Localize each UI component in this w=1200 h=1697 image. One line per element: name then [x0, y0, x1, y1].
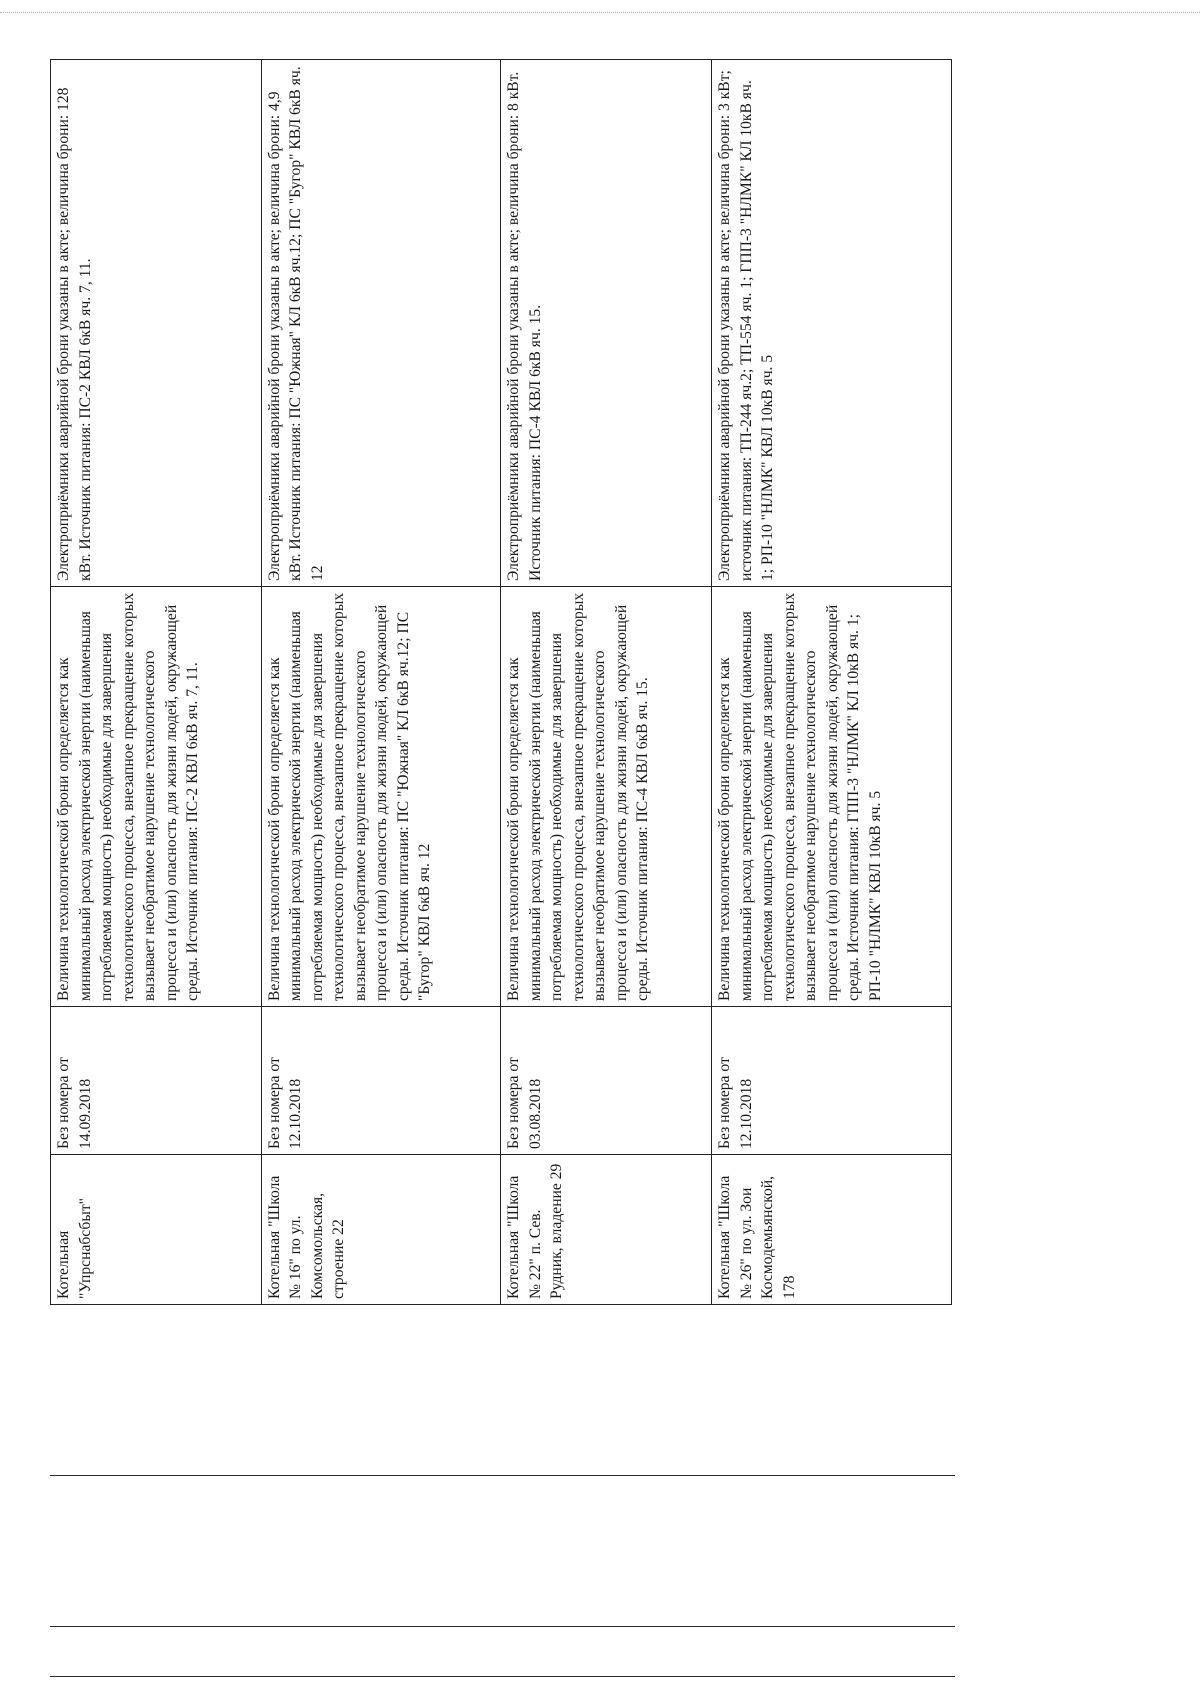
scan-edge-line [0, 12, 1200, 13]
emergency-reserve-cell: Электроприёмники аварийной брони указаны в акте; величина брони: 128 кВт. Источник питания: ПС-2 КВЛ 6кВ яч. 7, 11. [51, 60, 262, 587]
table-row [51, 60, 262, 1305]
act-reference-cell: Без номера от 12.10.2018 [712, 1007, 952, 1155]
table-row [261, 60, 501, 1305]
act-reference-cell: Без номера от 12.10.2018 [261, 1007, 501, 1155]
technological-reserve-cell: Величина технологической брони определяется как минимальный расход электрической энергии (наименьшая потребляемая мощность) необходимые для завершения технологического процесса, внезапное прекращение которых вызывает необратимое нарушение технологического процесса и (или) опасность для жизни людей, окружающей среды. Источник питания: ПС-2 КВЛ 6кВ яч. 7, 11. [51, 587, 262, 1007]
emergency-reserve-cell: Электроприёмники аварийной брони указаны в акте; величина брони: 3 кВт; источник питания: ТП-244 яч.2; ТП-554 яч. 1; ГПП-3 "НЛМК" КЛ 10кВ яч. 1; РП-10 "НЛМК" КВЛ 10кВ яч. 5 [712, 60, 952, 587]
boiler-name-cell: Котельная "Школа № 26" по ул. Зои Космодемьянской, 178 [712, 1155, 952, 1305]
table-row [712, 60, 952, 1305]
rotated-page-content [50, 60, 952, 1305]
technological-reserve-cell: Величина технологической брони определяется как минимальный расход электрической энергии (наименьшая потребляемая мощность) необходимые для завершения технологического процесса, внезапное прекращение которых вызывает необратимое нарушение технологического процесса и (или) опасность для жизни людей, окружающей среды. Источник питания: ПС "Южная" КЛ 6кВ яч.12; ПС "Бугор" КВЛ 6кВ яч. 12 [261, 587, 501, 1007]
table-row [501, 60, 712, 1305]
boiler-name-cell: Котельная "Школа № 16" по ул. Комсомольская, строение 22 [261, 1155, 501, 1305]
boiler-name-cell: Котельная "Школа № 22" п. Сев. Рудник, владение 29 [501, 1155, 712, 1305]
emergency-reserve-cell: Электроприёмники аварийной брони указаны в акте; величина брони: 8 кВт. Источник питания: ПС-4 КВЛ 6кВ яч. 15. [501, 60, 712, 587]
act-reference-cell: Без номера от 14.09.2018 [51, 1007, 262, 1155]
emergency-reserve-cell: Электроприёмники аварийной брони указаны в акте; величина брони: 4,9 кВт. Источник питания: ПС "Южная" КЛ 6кВ яч.12; ПС "Бугор" КВЛ 6кВ яч. 12 [261, 60, 501, 587]
boiler-name-cell: Котельная "Упрснабсбыт" [51, 1155, 262, 1305]
reserve-acts-table [50, 59, 952, 1305]
technological-reserve-cell: Величина технологической брони определяется как минимальный расход электрической энергии (наименьшая потребляемая мощность) необходимые для завершения технологического процесса, внезапное прекращение которых вызывает необратимое нарушение технологического процесса и (или) опасность для жизни людей, окружающей среды. Источник питания: ПС-4 КВЛ 6кВ яч. 15. [501, 587, 712, 1007]
act-reference-cell: Без номера от 03.08.2018 [501, 1007, 712, 1155]
technological-reserve-cell: Величина технологической брони определяется как минимальный расход электрической энергии (наименьшая потребляемая мощность) необходимые для завершения технологического процесса, внезапное прекращение которых вызывает необратимое нарушение технологического процесса и (или) опасность для жизни людей, окружающей среды. Источник питания: ГПП-3 "НЛМК" КЛ 10кВ яч. 1; РП-10 "НЛМК" КВЛ 10кВ яч. 5 [712, 587, 952, 1007]
signature-rule-line [50, 1626, 955, 1627]
signature-rule-line [50, 1676, 955, 1677]
signature-rule-line [50, 1475, 955, 1476]
